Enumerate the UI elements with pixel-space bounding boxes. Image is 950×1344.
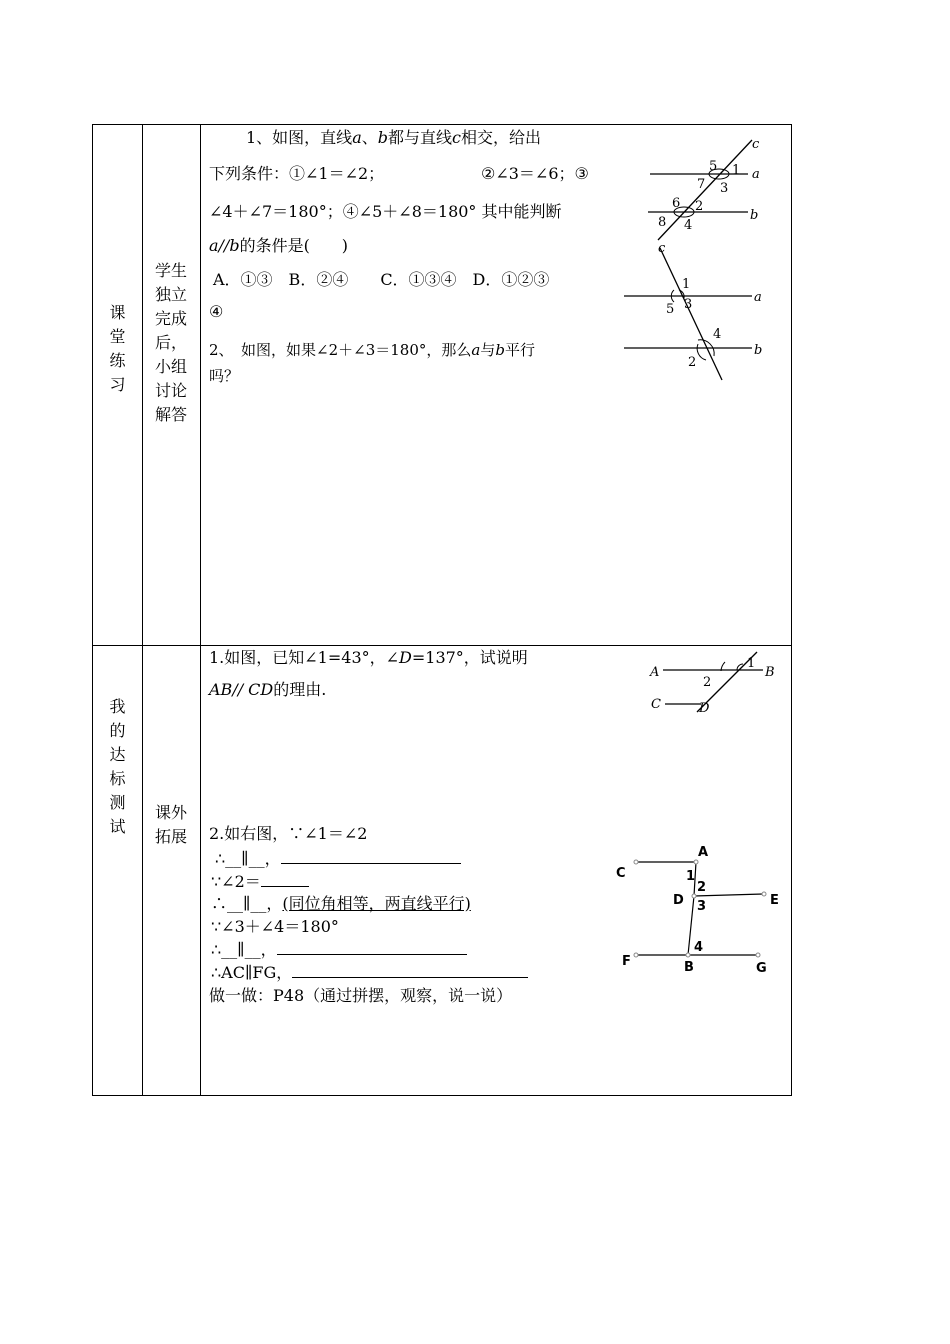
method-line: 小组: [154, 357, 187, 376]
angle-4: 4: [684, 218, 693, 233]
label-a: a: [754, 290, 762, 305]
method-line: 课外: [154, 803, 187, 822]
angle-8: 8: [658, 215, 667, 230]
angle-1: 1: [747, 656, 756, 671]
angle-arc: [697, 344, 706, 360]
angle-1: 1: [732, 163, 741, 178]
q1-line4: [209, 236, 348, 256]
parallel-expr: AB// CD: [209, 680, 274, 699]
angle-1: 1: [686, 869, 696, 884]
label-a: a: [752, 167, 760, 182]
var-c: c: [452, 128, 461, 147]
point-c: C: [651, 697, 661, 712]
answer-blank[interactable]: [277, 940, 467, 955]
parallel-expr: a//b: [209, 236, 240, 255]
point-c: C: [616, 866, 626, 881]
section1-method: [142, 259, 200, 427]
method-line: 学生: [154, 261, 187, 280]
point-d: D: [699, 701, 710, 716]
section2-label: [93, 695, 142, 839]
point-marker: [762, 892, 766, 896]
label-c: c: [658, 241, 666, 256]
p2-line8: 做一做：P48（通过拼摆，观察，说一说）: [209, 986, 513, 1005]
point-marker: [634, 953, 638, 957]
angle-3: 3: [720, 181, 729, 196]
figure-1-diagram: [640, 132, 770, 242]
method-line: 完成: [154, 309, 187, 328]
p2-reason: (同位角相等，两直线平行): [282, 894, 471, 913]
angle-6: 6: [672, 196, 681, 211]
label-char: 的: [109, 721, 126, 740]
q1-line2b: ②∠3＝∠6；③: [481, 164, 589, 183]
angle-1: 1: [682, 277, 691, 292]
p2-line5: ∵∠3＋∠4＝180°: [211, 917, 339, 936]
figure-4-diagram: [610, 838, 785, 983]
method-line: 拓展: [154, 827, 187, 846]
var-d: D: [399, 648, 412, 667]
label-c: c: [752, 137, 760, 152]
row-divider: [93, 645, 791, 646]
p2-line2: [215, 849, 461, 869]
q1-text: 相交，给出: [460, 128, 541, 147]
q1-options: A．①③ B．②④ C．①③④ D．①②③: [213, 270, 550, 289]
label-char: 堂: [109, 327, 126, 346]
angle-3: 3: [697, 899, 707, 914]
label-char: 练: [109, 351, 126, 370]
label-b: b: [750, 208, 759, 223]
point-f: F: [622, 954, 631, 969]
p2-text: ∵∠2＝: [211, 872, 261, 891]
point-marker: [694, 860, 698, 864]
angle-5: 5: [709, 159, 718, 174]
angle-7: 7: [697, 177, 706, 192]
p2-line3: [211, 872, 309, 892]
p2-text: ∴__∥__，: [211, 894, 283, 913]
point-b: B: [765, 665, 775, 680]
var-a: a: [471, 341, 481, 359]
p2-line6: [211, 940, 467, 960]
point-marker: [756, 953, 760, 957]
var-a: a: [352, 128, 362, 147]
point-a: A: [650, 665, 660, 680]
q2-text: 2、 如图，如果∠2＋∠3＝180°，那么: [209, 341, 472, 359]
point-marker: [692, 894, 696, 898]
q1-line3: ∠4＋∠7＝180°；④∠5＋∠8＝180° 其中能判断: [209, 202, 562, 221]
q2-text: 平行: [504, 341, 535, 359]
method-line: 讨论: [154, 381, 187, 400]
figure-3-diagram: [645, 648, 785, 718]
q2-line2: 吗？: [209, 367, 240, 385]
p2-line4: [211, 894, 471, 914]
p2-line1: 2.如右图，∵∠1＝∠2: [209, 824, 368, 843]
q1-text: 的条件是( ): [239, 236, 349, 255]
point-g: G: [756, 961, 767, 976]
p2-text: ∴__∥__，: [211, 940, 277, 959]
q2-text: 与: [480, 341, 496, 359]
figure-2-diagram: [620, 240, 770, 385]
method-line: 独立: [154, 285, 187, 304]
point-d: D: [673, 893, 684, 908]
column-divider-2: [200, 125, 201, 1095]
q1-line1: [246, 128, 541, 148]
point-marker: [686, 953, 690, 957]
section2-method: [142, 801, 200, 849]
angle-3: 3: [684, 297, 693, 312]
q1-sep: 、: [361, 128, 378, 147]
angle-2: 2: [697, 880, 707, 895]
p1-text: 1.如图，已知∠1=43°，∠: [209, 648, 400, 667]
method-line: 后，: [154, 333, 187, 352]
label-char: 测: [109, 793, 126, 812]
answer-blank[interactable]: [261, 872, 309, 887]
label-char: 标: [109, 769, 126, 788]
var-b: b: [495, 341, 505, 359]
angle-4: 4: [713, 327, 722, 342]
var-b: b: [377, 128, 388, 147]
q1-option-cont: ④: [209, 302, 224, 321]
label-b: b: [754, 343, 763, 358]
label-char: 我: [109, 697, 126, 716]
p1-line1: [209, 648, 528, 668]
p2-text: ∴AC∥FG，: [211, 963, 293, 982]
point-marker: [634, 860, 638, 864]
answer-blank[interactable]: [292, 963, 528, 978]
p1-text: 的理由.: [273, 680, 327, 699]
label-char: 试: [109, 817, 126, 836]
angle-2: 2: [688, 355, 697, 370]
q1-line2a: 下列条件：①∠1＝∠2；: [209, 164, 385, 183]
p1-line2: [209, 680, 326, 700]
q1-text: 都与直线: [388, 128, 453, 147]
angle-2: 2: [703, 675, 712, 690]
q1-text: 1、如图，直线: [246, 128, 353, 147]
answer-blank[interactable]: [281, 849, 461, 864]
p1-text: =137°，试说明: [411, 648, 528, 667]
label-char: 课: [109, 303, 126, 322]
section1-label: [93, 301, 142, 397]
point-a: A: [698, 845, 709, 860]
p2-line7: [211, 963, 528, 983]
point-b: B: [684, 960, 694, 975]
method-line: 解答: [154, 405, 187, 424]
point-e: E: [770, 893, 779, 908]
angle-4: 4: [694, 940, 704, 955]
label-char: 达: [109, 745, 126, 764]
angle-2: 2: [695, 199, 704, 214]
angle-5: 5: [666, 302, 675, 317]
label-char: 习: [109, 375, 126, 394]
p2-text: ∴__∥__，: [215, 849, 281, 868]
q2-line1: [209, 340, 535, 360]
